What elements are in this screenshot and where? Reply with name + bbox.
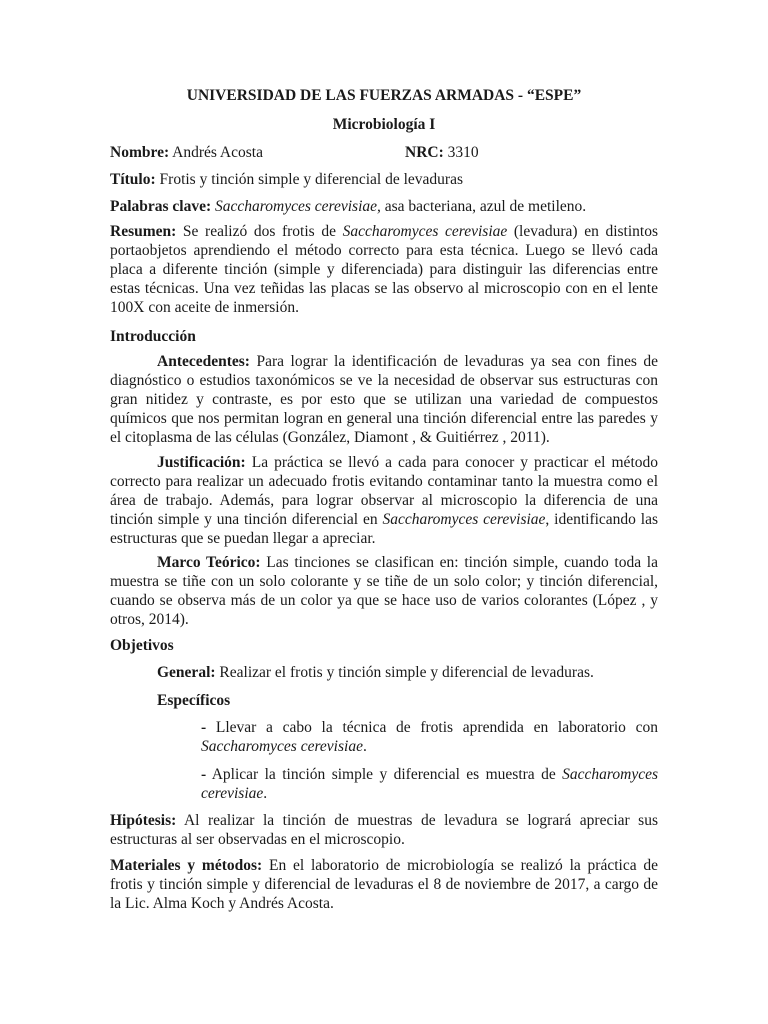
resumen-text-continued: (levadura) en distintos portaobjetos aprendiendo el método correcto para esta técnica. Luego se llevó cada placa a diferente tinción (simple y diferenciada) para distinguir las diferencias entre estas técnicas. Una vez teñidas las placas se las observo al microscopio con en el lente 100X con aceite de inmersión. [110, 223, 658, 316]
marco-teorico-paragraph [110, 553, 658, 629]
university-header: UNIVERSIDAD DE LAS FUERZAS ARMADAS - “ESPE” [186, 87, 582, 104]
item-dash: - [201, 766, 207, 783]
hipotesis-label: Hipótesis: [110, 812, 177, 829]
item-end: . [362, 738, 367, 755]
marco-text: Las tinciones se clasifican en: tinción simple, cuando toda la muestra se tiñe con un solo colorante y se tiñe de un solo color; y tinción diferencial, cuando se observa más de un color ya que se hace uso de varios colorantes (López , y otros, 2014). [110, 554, 658, 628]
item-species: Saccharomyces cerevisiae [201, 766, 658, 802]
resumen-label: Resumen: [110, 223, 177, 240]
nrc-label: NRC: [405, 144, 444, 161]
name-value: Andrés Acosta [169, 144, 263, 161]
justificacion-species: Saccharomyces cerevisiae [382, 511, 546, 528]
item-text: Llevar a cabo la técnica de frotis aprendida en laboratorio con [206, 719, 658, 736]
resumen-text: Se realizó dos frotis de [176, 223, 343, 240]
materiales-text: En el laboratorio de microbiología se realizó la práctica de frotis y tinción simple y diferencial de levaduras el 8 de noviembre de 2017, a cargo de la Lic. Alma Koch y Andrés Acosta. [110, 857, 659, 912]
name-label: Nombre: [110, 144, 170, 161]
keywords-rest: asa bacteriana, azul de metileno. [380, 198, 587, 215]
objective-item-2 [201, 765, 658, 803]
item-text: Aplicar la tinción simple y diferencial es muestra de [206, 766, 563, 783]
justificacion-text-end: , identificando las estructuras que se puedan llegar a apreciar. [110, 511, 659, 547]
hipotesis-paragraph [110, 811, 658, 849]
nrc-value: 3310 [443, 144, 479, 161]
title-line [110, 170, 658, 189]
item-species: Saccharomyces cerevisiae [201, 738, 363, 755]
keywords-species: Saccharomyces cerevisiae, [211, 198, 381, 215]
keywords-line [110, 197, 658, 216]
title-value: Frotis y tinción simple y diferencial de levaduras [155, 171, 463, 188]
materiales-label: Materiales y métodos: [110, 857, 263, 874]
nrc-line [405, 143, 605, 162]
general-text: Realizar el frotis y tinción simple y diferencial de levaduras. [215, 664, 594, 681]
justificacion-text: La práctica se llevó a cada para conocer y practicar el método correcto para realizar un adecuado frotis evitando contaminar tanto la muestra como el área de trabajo. Además, para lograr observar al microscopio la diferencia de una tinción simple y una tinción diferencial en [110, 454, 658, 528]
objective-item-1 [201, 718, 658, 756]
general-label: General: [157, 664, 216, 681]
marco-label: Marco Teórico: [157, 554, 261, 571]
general-objective [110, 663, 658, 682]
item-dash: - [201, 719, 207, 736]
keywords-label: Palabras clave: [110, 198, 212, 215]
materiales-paragraph [110, 856, 658, 913]
item-end: . [263, 785, 268, 802]
introduccion-heading: Introducción [110, 328, 196, 345]
resumen-species: Saccharomyces cerevisiae [342, 223, 508, 240]
antecedentes-text: Para lograr la identificación de levaduras ya sea con fines de diagnóstico o estudios taxonómicos se ve la necesidad de observar sus estructuras con gran nitidez y contraste, es por esto que se utilizan una variedad de compuestos químicos que nos permitan logran en general una tinción diferencial entre las paredes y el citoplasma de las células (González, Diamont , & Guitiérrez , 2011). [110, 353, 658, 446]
especificos-heading: Específicos [157, 692, 231, 709]
antecedentes-label: Antecedentes: [157, 353, 250, 370]
justificacion-label: Justificación: [157, 454, 246, 471]
objetivos-heading: Objetivos [110, 637, 174, 654]
resumen-paragraph [110, 222, 658, 317]
justificacion-paragraph [110, 453, 658, 548]
course-title: Microbiología I [332, 116, 436, 133]
title-label: Título: [110, 171, 156, 188]
hipotesis-text: Al realizar la tinción de muestras de levadura se logrará apreciar sus estructuras al ser observadas en el microscopio. [110, 812, 658, 848]
antecedentes-paragraph [110, 352, 658, 447]
